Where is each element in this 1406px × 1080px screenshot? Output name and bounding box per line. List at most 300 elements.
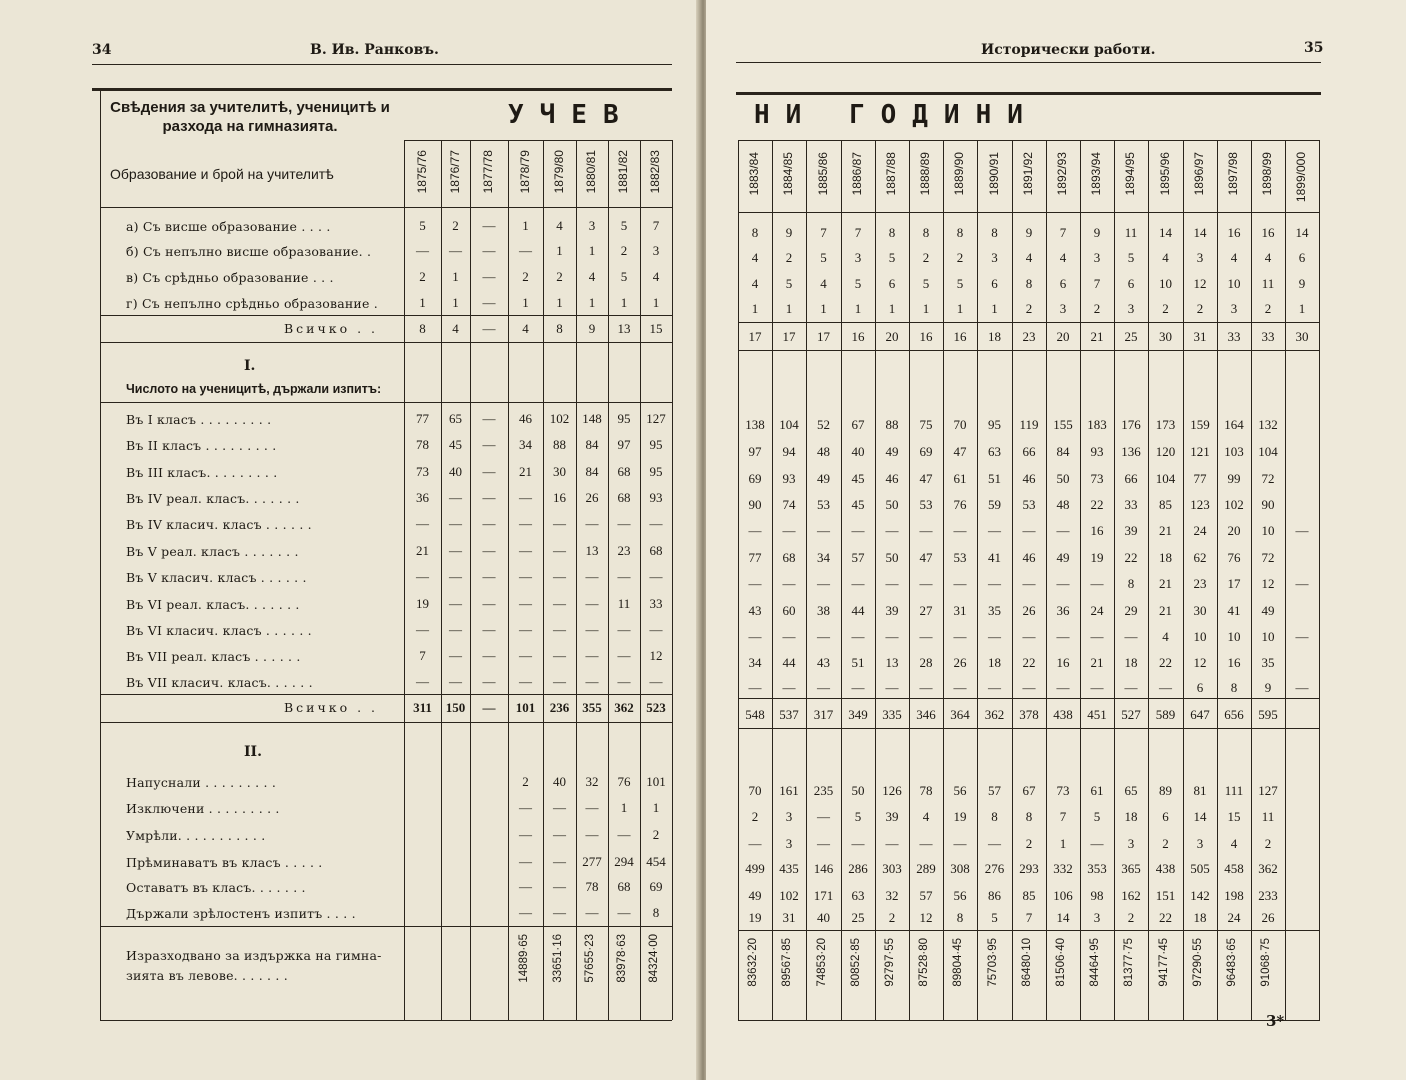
table-cell: 35 — [1261, 655, 1275, 670]
table-cell: 23 — [1022, 329, 1036, 344]
table-cell: — — [748, 836, 762, 851]
table-cell: 8 — [556, 321, 563, 336]
table-cell: 277 — [582, 854, 602, 869]
table-cell: 41 — [988, 550, 1001, 565]
table-cell: — — [1124, 680, 1138, 695]
table-cell: 90 — [1261, 497, 1275, 512]
table-cell: 4 — [1230, 250, 1238, 265]
table-cell: 3 — [1196, 836, 1204, 851]
table-cell: 32 — [885, 888, 899, 903]
table-cell: 451 — [1087, 707, 1107, 722]
table-cell: 8 — [956, 225, 964, 240]
table-cell: 1 — [785, 301, 793, 316]
table-cell: 7 — [1093, 276, 1101, 291]
table-cell: 1 — [452, 295, 459, 310]
table-cell: 93 — [782, 471, 796, 486]
table-cell: 47 — [919, 471, 933, 486]
table-cell: 49 — [817, 471, 830, 486]
table-cell: 41 — [1227, 603, 1241, 618]
table-cell: — — [919, 629, 933, 644]
table-cell: 286 — [848, 861, 868, 876]
table-cell: — — [482, 218, 496, 233]
table-cell: 14 — [1056, 910, 1070, 925]
table-cell: — — [482, 700, 496, 715]
table-cell: — — [553, 648, 566, 663]
table-cell: 6 — [1127, 276, 1135, 291]
year-header: 1879/80 — [551, 150, 566, 194]
table-cell: 3 — [1093, 250, 1101, 265]
table-cell: 151 — [1155, 888, 1176, 903]
table-cell: 9 — [588, 321, 596, 336]
table-cell: 4 — [922, 809, 930, 824]
rule-line — [92, 64, 672, 65]
table-cell: — — [585, 905, 599, 920]
table-cell: 72 — [1261, 550, 1275, 565]
table-cell: 1 — [452, 269, 459, 284]
table-cell: — — [782, 576, 796, 591]
year-header: 1887/88 — [884, 152, 898, 196]
table-cell: 106 — [1053, 888, 1073, 903]
table-cell: — — [553, 827, 566, 842]
table-cell: 8 — [1025, 276, 1033, 291]
table-cell: 86 — [988, 888, 1001, 903]
table-cell: 88 — [885, 417, 899, 432]
table-cell: 1 — [991, 301, 998, 316]
table-cell: 126 — [882, 783, 902, 798]
table-cell: 335 — [882, 707, 902, 722]
table-cell: 45 — [851, 471, 865, 486]
table-cell: 52 — [817, 417, 830, 432]
table-cell: — — [519, 905, 532, 920]
table-cell: 76 — [953, 497, 967, 512]
table-cell: 10 — [1193, 629, 1207, 644]
table-cell: 3 — [785, 836, 793, 851]
expense-value: 75703·95 — [986, 938, 999, 987]
table-cell: 19 — [953, 809, 967, 824]
table-cell: — — [482, 622, 496, 637]
table-cell: 1 — [652, 295, 660, 310]
table-cell: — — [1022, 523, 1036, 538]
rule-line — [404, 140, 672, 141]
table-cell: — — [482, 411, 496, 426]
table-cell: — — [519, 543, 532, 558]
expense-label: зията въ левове. . . . . . . — [126, 968, 288, 983]
table-cell: 77 — [748, 550, 762, 565]
table-cell: 8 — [991, 809, 998, 824]
table-cell: 2 — [1264, 836, 1272, 851]
table-cell: — — [1022, 576, 1036, 591]
table-cell: 74 — [782, 497, 796, 512]
table-cell: 3 — [854, 250, 862, 265]
table-cell: 40 — [817, 910, 830, 925]
table-cell: — — [817, 809, 830, 824]
table-cell: 40 — [851, 444, 865, 459]
table-cell: 121 — [1190, 444, 1210, 459]
table-cell: 7 — [854, 225, 862, 240]
table-cell: 2 — [556, 269, 563, 284]
table-cell: 2 — [922, 250, 930, 265]
table-cell: 57 — [919, 888, 933, 903]
year-header: 1886/87 — [850, 152, 864, 196]
table-cell: 88 — [553, 437, 566, 452]
table-cell: 26 — [953, 655, 967, 670]
table-cell: 50 — [851, 783, 865, 798]
year-header: 1883/84 — [747, 152, 761, 196]
table-cell: 84 — [585, 437, 599, 452]
table-cell: 30 — [1295, 329, 1309, 344]
table-cell: 10 — [1227, 276, 1241, 291]
row-label: в) Съ срѣдньо образование . . . — [126, 270, 334, 285]
year-header: 1875/76 — [414, 150, 429, 194]
table-cell: 75 — [919, 417, 933, 432]
table-cell: — — [449, 674, 462, 689]
table-cell: 2 — [452, 218, 459, 233]
table-cell: 11 — [1261, 276, 1275, 291]
table-cell: 12 — [919, 910, 933, 925]
table-cell: 7 — [419, 648, 426, 663]
table-cell: — — [748, 576, 762, 591]
table-cell: 138 — [745, 417, 765, 432]
table-cell: 1 — [588, 243, 596, 258]
table-cell: — — [519, 596, 532, 611]
table-cell: — — [1090, 576, 1104, 591]
table-cell: 53 — [817, 497, 830, 512]
table-cell: 16 — [1227, 225, 1241, 240]
table-cell: 31 — [953, 603, 967, 618]
expense-value: 91068·75 — [1260, 938, 1272, 987]
table-cell: 94 — [782, 444, 796, 459]
table-cell: 458 — [1224, 861, 1244, 876]
table-cell: — — [585, 516, 599, 531]
table-cell: 303 — [882, 861, 902, 876]
table-cell: 21 — [1090, 329, 1104, 344]
table-cell: — — [1124, 629, 1138, 644]
table-cell: 155 — [1053, 417, 1073, 432]
table-cell: 21 — [416, 543, 429, 558]
table-cell: 3 — [1093, 910, 1101, 925]
table-cell: 5 — [419, 218, 426, 233]
year-header: 1882/83 — [648, 150, 662, 194]
table-cell: 19 — [416, 596, 429, 611]
table-cell: — — [649, 569, 663, 584]
table-cell: 4 — [588, 269, 596, 284]
table-cell: 233 — [1258, 888, 1278, 903]
column-rule — [672, 140, 673, 1020]
table-cell: 21 — [1159, 603, 1172, 618]
table-cell: — — [851, 836, 865, 851]
table-cell: — — [1056, 576, 1070, 591]
table-cell: 2 — [1162, 301, 1169, 316]
table-cell: — — [482, 295, 496, 310]
table-cell: 4 — [556, 218, 563, 233]
table-cell: 26 — [585, 490, 599, 505]
table-cell: 29 — [1124, 603, 1138, 618]
table-cell: 7 — [1025, 910, 1033, 925]
year-header: 1898/99 — [1260, 152, 1274, 196]
table-cell: — — [553, 854, 566, 869]
table-cell: — — [953, 680, 967, 695]
table-cell: 63 — [851, 888, 865, 903]
table-cell: 18 — [1193, 910, 1207, 925]
table-cell: 17 — [817, 329, 830, 344]
table-cell: 46 — [885, 471, 899, 486]
table-cell: 21 — [1090, 655, 1104, 670]
table-cell: 72 — [1261, 471, 1275, 486]
rule-line — [738, 698, 1320, 699]
table-cell: 2 — [751, 809, 759, 824]
table-cell: 16 — [919, 329, 933, 344]
table-cell: — — [919, 523, 933, 538]
rule-line — [736, 62, 1321, 63]
table-cell: — — [585, 596, 599, 611]
table-cell: 25 — [1124, 329, 1138, 344]
table-cell: 14 — [1193, 809, 1207, 824]
table-cell: 22 — [1159, 910, 1172, 925]
table-cell: 7 — [1059, 225, 1067, 240]
table-cell: 32 — [585, 774, 599, 789]
table-cell: 99 — [1227, 471, 1241, 486]
table-cell: 4 — [820, 276, 827, 291]
table-cell: 102 — [1224, 497, 1244, 512]
running-head: Исторически работи. — [981, 42, 1156, 58]
row-label: Умрѣли. . . . . . . . . . . — [126, 828, 266, 843]
table-cell: 308 — [950, 861, 970, 876]
table-cell: — — [585, 800, 599, 815]
rule-line — [738, 1020, 1320, 1021]
left-page — [0, 0, 700, 1080]
table-cell: 12 — [1193, 655, 1207, 670]
table-cell: 1 — [419, 295, 426, 310]
table-cell: — — [519, 854, 532, 869]
table-cell: 362 — [614, 700, 634, 715]
table-cell: 95 — [617, 411, 631, 426]
table-cell: 25 — [851, 910, 865, 925]
table-cell: 34 — [817, 550, 830, 565]
table-cell: — — [449, 648, 462, 663]
table-cell: — — [553, 879, 566, 894]
table-cell: — — [988, 523, 1001, 538]
expense-value: 97290·55 — [1192, 938, 1204, 987]
right-page — [706, 0, 1406, 1080]
signature-mark: 3* — [1266, 1012, 1285, 1030]
table-cell: 4 — [1025, 250, 1033, 265]
table-cell: 36 — [416, 490, 429, 505]
table-cell: 355 — [582, 700, 602, 715]
table-cell: 21 — [1159, 576, 1172, 591]
expense-value: 94177·45 — [1157, 938, 1170, 987]
column-rule — [100, 88, 101, 1020]
table-cell: — — [553, 674, 566, 689]
year-header: 1884/85 — [781, 152, 795, 196]
table-cell: 2 — [522, 269, 529, 284]
table-cell: 1 — [522, 295, 529, 310]
table-cell: 1 — [1059, 836, 1067, 851]
row-label: а) Съ висше образование . . . . — [126, 219, 331, 234]
table-cell: 435 — [779, 861, 799, 876]
table-cell: 95 — [649, 437, 663, 452]
table-cell: — — [482, 243, 496, 258]
table-cell: — — [1159, 680, 1172, 695]
table-cell: — — [817, 629, 830, 644]
year-header: 1880/81 — [584, 150, 598, 194]
row-label: Въ VII класич. класъ. . . . . . — [126, 675, 313, 690]
table-title: Свѣдения за учителитѣ, ученицитѣ и разхода на гимназията. — [110, 99, 390, 135]
table-cell: 527 — [1121, 707, 1141, 722]
year-header: 1889/90 — [952, 152, 966, 196]
table-cell: — — [482, 543, 496, 558]
table-cell: 505 — [1190, 861, 1210, 876]
table-cell: 499 — [745, 861, 765, 876]
table-cell: 1 — [1298, 301, 1306, 316]
rule-line — [738, 140, 1320, 141]
year-header: 1891/92 — [1021, 152, 1035, 196]
table-cell: — — [1295, 629, 1309, 644]
table-cell: 2 — [1127, 910, 1135, 925]
table-cell: — — [482, 648, 496, 663]
table-cell: 61 — [953, 471, 967, 486]
table-cell: — — [649, 674, 663, 689]
year-header: 1878/79 — [517, 150, 532, 194]
table-cell: — — [482, 490, 496, 505]
table-cell: 2 — [785, 250, 793, 265]
table-cell: 23 — [1193, 576, 1207, 591]
table-cell: 5 — [1127, 250, 1135, 265]
table-cell: 45 — [449, 437, 462, 452]
table-cell: 8 — [956, 910, 964, 925]
table-cell: 161 — [779, 783, 799, 798]
table-cell: 17 — [782, 329, 796, 344]
table-cell: 317 — [813, 707, 834, 722]
row-label: Въ III класъ. . . . . . . . . — [126, 465, 278, 480]
rule-line — [738, 350, 1320, 351]
table-cell: — — [919, 836, 933, 851]
table-cell: 51 — [988, 471, 1001, 486]
table-cell: 176 — [1121, 417, 1141, 432]
table-cell: 30 — [1159, 329, 1172, 344]
table-cell: — — [553, 596, 566, 611]
table-cell: 102 — [779, 888, 799, 903]
table-cell: 8 — [1127, 576, 1135, 591]
expense-value: 33651·16 — [551, 934, 564, 983]
table-cell: 3 — [991, 250, 998, 265]
table-cell: 40 — [449, 464, 462, 479]
table-cell: — — [416, 569, 429, 584]
table-cell: 18 — [988, 329, 1001, 344]
table-cell: 14 — [1159, 225, 1172, 240]
table-cell: — — [1056, 680, 1070, 695]
table-cell: 33 — [1124, 497, 1138, 512]
expense-value: 86480·10 — [1021, 938, 1033, 987]
table-cell: 8 — [652, 905, 660, 920]
table-cell: 12 — [1261, 576, 1275, 591]
table-cell: 4 — [1264, 250, 1272, 265]
table-cell: 97 — [617, 437, 631, 452]
rule-line — [100, 926, 672, 927]
table-cell: 364 — [950, 707, 970, 722]
table-cell: 65 — [1124, 783, 1138, 798]
table-cell: 85 — [1022, 888, 1036, 903]
table-cell: — — [885, 629, 899, 644]
table-cell: 2 — [888, 910, 896, 925]
table-cell: 95 — [649, 464, 663, 479]
table-cell: 51 — [851, 655, 865, 670]
table-cell: 77 — [416, 411, 429, 426]
table-cell: 13 — [617, 321, 631, 336]
table-cell: 349 — [848, 707, 868, 722]
table-cell: 39 — [885, 809, 899, 824]
table-cell: 1 — [522, 218, 529, 233]
table-cell: — — [988, 680, 1001, 695]
rule-line — [738, 212, 1320, 213]
table-cell: 10 — [1159, 276, 1172, 291]
table-cell: 33 — [1227, 329, 1241, 344]
table-cell: 120 — [1155, 444, 1176, 459]
table-cell: 2 — [1025, 836, 1033, 851]
table-cell: 67 — [851, 417, 865, 432]
row-label: Въ VI класич. класъ . . . . . . — [126, 623, 312, 638]
table-cell: 24 — [1227, 910, 1241, 925]
table-cell: 14 — [1295, 225, 1309, 240]
table-cell: 2 — [522, 774, 529, 789]
table-cell: 5 — [785, 276, 793, 291]
table-cell: 31 — [782, 910, 796, 925]
table-cell: — — [953, 836, 967, 851]
rule-line — [738, 930, 1320, 931]
table-cell: 3 — [588, 218, 596, 233]
year-header: 1895/96 — [1157, 152, 1172, 196]
table-cell: — — [553, 516, 566, 531]
table-cell: 523 — [646, 700, 666, 715]
table-cell: 78 — [919, 783, 933, 798]
table-cell: 95 — [988, 417, 1001, 432]
table-cell: 78 — [585, 879, 599, 894]
table-cell: — — [585, 674, 599, 689]
table-cell: 365 — [1121, 861, 1141, 876]
table-cell: 8 — [419, 321, 426, 336]
table-cell: — — [449, 596, 462, 611]
table-cell: 90 — [748, 497, 762, 512]
table-cell: 5 — [854, 276, 862, 291]
table-cell: 61 — [1090, 783, 1104, 798]
table-cell: — — [1295, 680, 1309, 695]
table-cell: 28 — [919, 655, 933, 670]
table-cell: 48 — [1056, 497, 1070, 512]
rule-line — [100, 402, 672, 403]
table-cell: 346 — [916, 707, 936, 722]
row-label: Държали зрѣлостенъ изпитъ . . . . — [126, 906, 356, 921]
table-cell: 33 — [649, 596, 663, 611]
table-cell: — — [988, 836, 1001, 851]
table-cell: — — [817, 576, 830, 591]
table-cell: — — [585, 569, 599, 584]
row-label: Напуснали . . . . . . . . . — [126, 775, 277, 790]
table-cell: 8 — [991, 225, 998, 240]
table-cell: 142 — [1190, 888, 1210, 903]
table-cell: — — [851, 680, 865, 695]
expense-value: 14889·65 — [517, 934, 530, 983]
table-cell: 7 — [820, 225, 827, 240]
spaced-heading: УЧЕВ — [508, 100, 635, 130]
table-cell: — — [416, 243, 429, 258]
table-cell: 7 — [652, 218, 660, 233]
table-cell: 3 — [1059, 301, 1067, 316]
table-cell: 11 — [1124, 225, 1138, 240]
table-cell: 46 — [519, 411, 532, 426]
table-cell: 76 — [1227, 550, 1241, 565]
table-cell: — — [416, 516, 429, 531]
table-cell: 656 — [1224, 707, 1244, 722]
table-cell: 4 — [522, 321, 529, 336]
